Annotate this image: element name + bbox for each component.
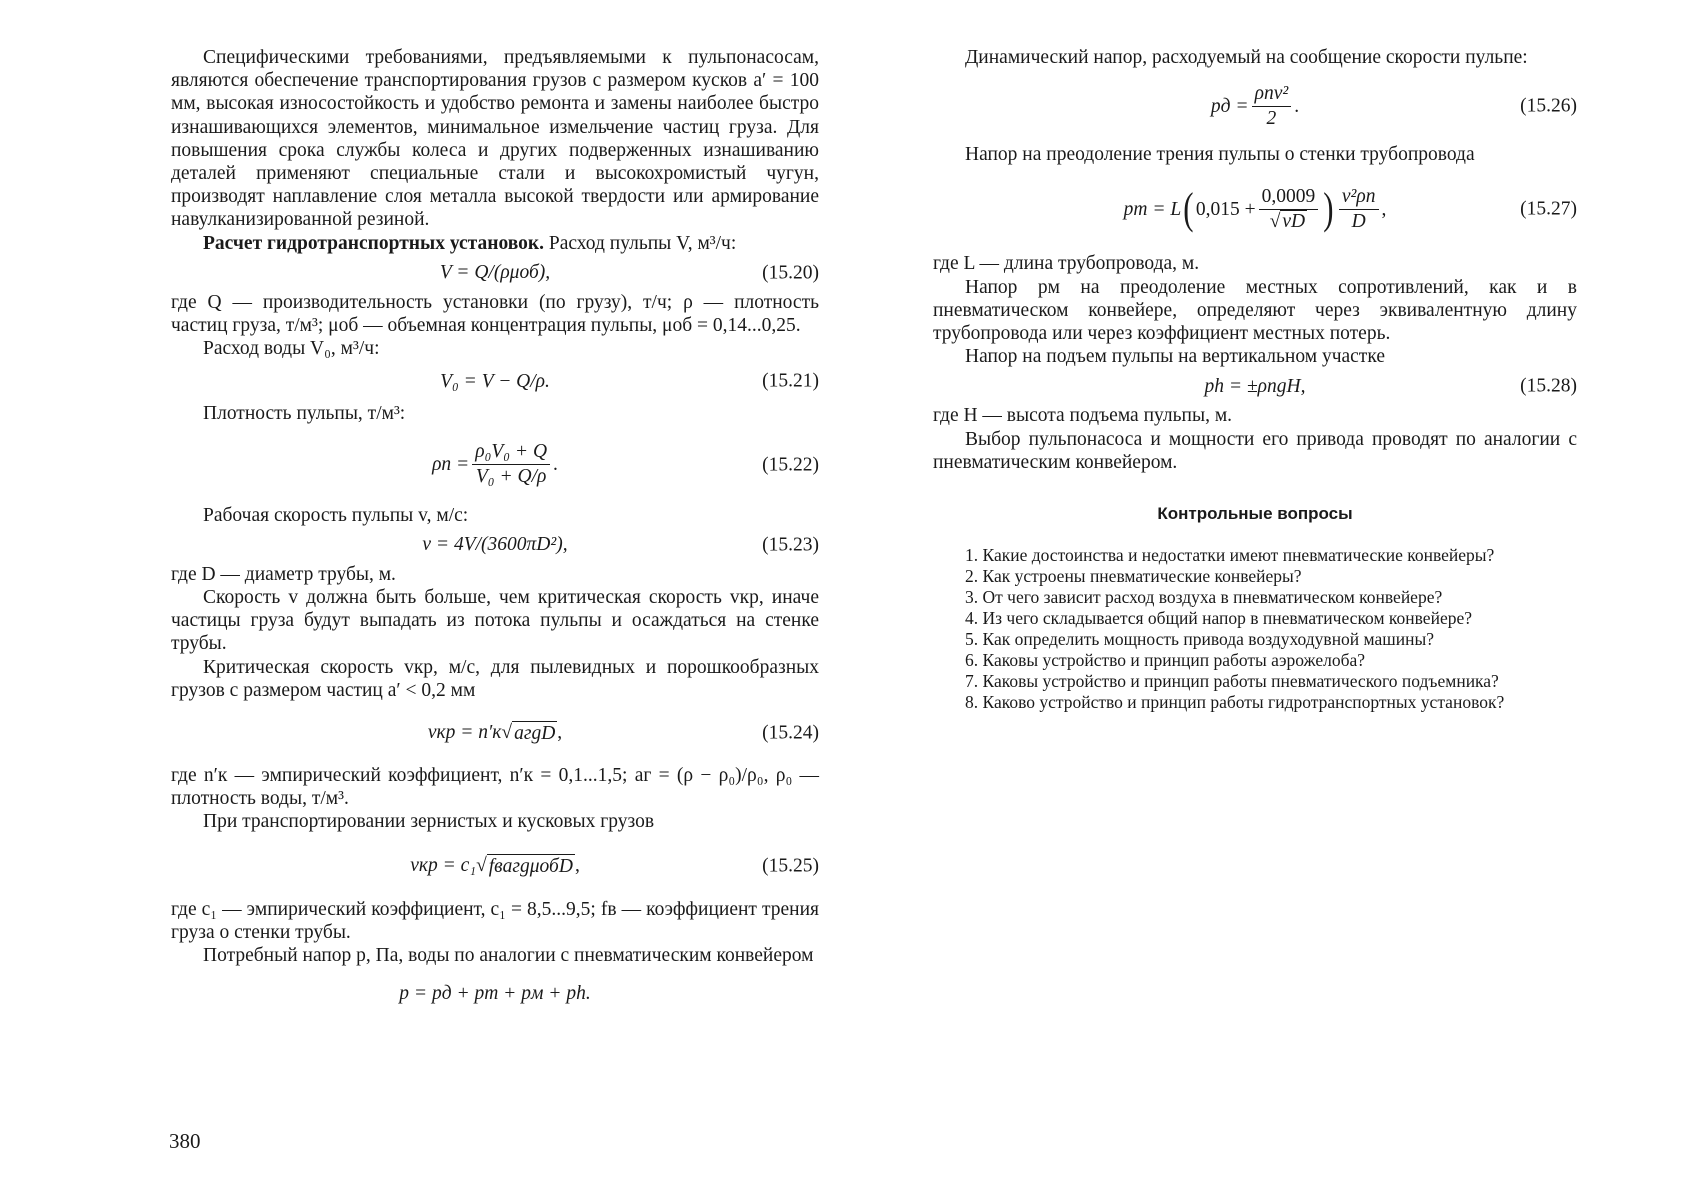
paragraph-critical-note: Скорость v должна быть больше, чем критическая скорость vкр, иначе частицы груза будут выпадать из потока пульпы и осаждаться на стенке трубы. [171, 587, 819, 655]
equation-fraction [472, 441, 550, 488]
equation-15-24: vкр = n′к √ aгgD , (15.24) [427, 722, 819, 744]
paragraph-local-resistance: Напор pм на преодоление местных сопротивлений, как и в пневматическом конвейере, определяют через эквивалентную длину трубопровода или через коэффициент местных потерь. [933, 276, 1577, 345]
paragraph-density: Плотность пульпы, т/м³: [203, 403, 406, 425]
fraction-numerator: ρ₀V₀ + Q [472, 441, 550, 465]
equation-number: (15.27) [1520, 198, 1577, 220]
paragraph-water-flow: Расход воды V₀, м³/ч: [203, 338, 380, 360]
equation-formula: ph = ±ρпgH, [1204, 375, 1306, 397]
equation-number: (15.24) [762, 722, 819, 744]
equation-number: (15.20) [762, 262, 819, 284]
equation-radicand: vD [1282, 210, 1306, 232]
equation-number: (15.26) [1520, 95, 1577, 117]
equation-15-25: vкр = c₁ √ fвaгgμобD , (15.25) [410, 855, 819, 877]
paragraph-where-n: где n′к — эмпирический коэффициент, n′к = 0,1...1,5; aг = (ρ − ρ₀)/ρ₀, ρ₀ — плотность воды, т/м³. [171, 765, 819, 810]
paragraph-velocity: Рабочая скорость пульпы v, м/с: [203, 504, 469, 526]
paragraph-where-d: где D — диаметр трубы, м. [171, 563, 396, 585]
fraction-numerator: 0,0009 [1259, 186, 1319, 210]
paragraph-where-c1: где c₁ — эмпирический коэффициент, c₁ = 8,5...9,5; fв — коэффициент трения груза о стенки трубы. [171, 898, 819, 943]
paragraph-requirements: Специфическими требованиями, предъявляемыми к пульпонасосам, являются обеспечение транспортирования грузов с размером кусков a′ = 100 мм, высокая износостойкость и удобство ремонта и замены наиболее быстро изнашивающихся элементов, минимальное измельчение частиц груза. Для повышения срока службы колеса и других подверженных изнашиванию деталей применяют специальные стали и высокохромистый чугун, производят наплавление слоя металла высокой твердости или армирование навулканизированной резиной. [171, 47, 819, 231]
question-item: 3. От чего зависит расход воздуха в пневматическом конвейере? [965, 587, 1443, 608]
equation-number: (15.25) [762, 855, 819, 877]
equation-radicand: aгgD [514, 722, 556, 744]
equation-head-sum [171, 967, 819, 1019]
question-item: 4. Из чего складывается общий напор в пневматическом конвейере? [965, 608, 1472, 629]
equation-radicand: fвaгgμобD [488, 855, 573, 877]
equation-formula: V = Q/(ρμоб), [439, 262, 551, 284]
equation-lhs: pд = [1210, 95, 1249, 117]
equation-lhs: pт = L [1123, 198, 1182, 220]
question-item: 1. Какие достоинства и недостатки имеют пневматические конвейеры? [965, 545, 1495, 566]
paragraph-dynamic-head: Динамический напор, расходуемый на сообщение скорости пульпе: [965, 47, 1528, 68]
equation-fraction [1259, 186, 1319, 233]
paragraph-where-l: где L — длина трубопровода, м. [933, 253, 1200, 275]
paragraph-critical-velocity: Критическая скорость vкр, м/с, для пылевидных и порошкообразных грузов с размером частиц a′ < 0,2 мм [171, 656, 819, 701]
paragraph-where-h: где H — высота подъема пульпы, м. [933, 405, 1233, 427]
fraction-numerator: ρпv² [1252, 83, 1292, 107]
fraction-denominator: √ vD [1269, 210, 1306, 232]
equation-15-20 [171, 255, 819, 291]
equation-number: (15.28) [1520, 375, 1577, 397]
equation-formula: p = pд + pт + pм + ph. [399, 982, 591, 1004]
left-page-column [171, 46, 819, 1019]
equation-lhs: ρп = [432, 454, 470, 476]
fraction-denominator: V₀ + Q/ρ [475, 466, 547, 488]
equation-number: (15.22) [762, 454, 819, 476]
equation-lhs: vкр = c₁ [410, 855, 477, 877]
question-item: 8. Каково устройство и принцип работы гидротранспортных установок? [965, 692, 1505, 713]
equation-15-23 [171, 527, 819, 563]
equation-15-26: pд = $\frac{\text{ρпv²}}{2}$ . (15.26) [1210, 82, 1577, 129]
equation-15-28 [933, 368, 1577, 404]
equation-fraction [1252, 83, 1292, 130]
paragraph-where-q: где Q — производительность установки (по грузу), т/ч; ρ — плотность частиц груза, т/м³; μоб — объемная концентрация пульпы, μоб = 0,14...0,25. [171, 291, 819, 337]
question-item: 5. Как определить мощность привода воздуходувной машины? [965, 629, 1434, 650]
question-item: 6. Каковы устройство и принцип работы аэрожелоба? [965, 650, 1366, 671]
paragraph-calc-intro [171, 232, 819, 255]
equation-number: (15.23) [762, 534, 819, 556]
equation-lhs: vкр = n′к [427, 722, 502, 744]
question-item: 7. Каковы устройство и принцип работы пневматического подъемника? [965, 671, 1499, 692]
section-heading-control-questions: Контрольные вопросы [1157, 504, 1353, 524]
calc-intro-text: Расход пульпы V, м³/ч: [544, 232, 737, 254]
equation-15-21 [171, 360, 819, 402]
page-number: 380 [169, 1129, 201, 1153]
equation-formula: V₀ = V − Q/ρ. [440, 370, 550, 392]
right-page-column [933, 46, 1577, 713]
fraction-denominator: 2 [1266, 107, 1277, 129]
equation-term: 0,015 + [1195, 198, 1256, 220]
section-heading-inline: Расчет гидротранспортных установок. [203, 232, 544, 254]
fraction-numerator: v²ρп [1339, 186, 1379, 210]
equation-formula: v = 4V/(3600πD²), [422, 534, 568, 556]
equation-number: (15.21) [762, 370, 819, 392]
paragraph-granular: При транспортировании зернистых и кусковых грузов [203, 811, 655, 833]
equation-15-27: pт = L ( 0,015 + $\frac{0,0009}{√ vD}$ ) $\frac{\text{v²ρп}}{D}$ , (15.27) [1123, 184, 1577, 234]
paragraph-friction-head: Напор на преодоление трения пульпы о стенки трубопровода [965, 144, 1475, 166]
fraction-denominator: D [1351, 210, 1366, 232]
equation-15-22: ρп = $\frac{\text{ρ₀V₀ + Q}}{\text{V₀ + Q/ρ}}$ . (15.22) [432, 441, 819, 488]
paragraph-required-head: Потребный напор p, Па, воды по аналогии с пневматическим конвейером [203, 945, 814, 967]
paragraph-pump-selection: Выбор пульпонасоса и мощности его привода проводят по аналогии с пневматическим конвейером. [933, 428, 1577, 473]
paragraph-lift-head: Напор на подъем пульпы на вертикальном участке [965, 346, 1385, 368]
question-item: 2. Как устроены пневматические конвейеры? [965, 566, 1302, 587]
equation-fraction-2 [1339, 186, 1379, 233]
